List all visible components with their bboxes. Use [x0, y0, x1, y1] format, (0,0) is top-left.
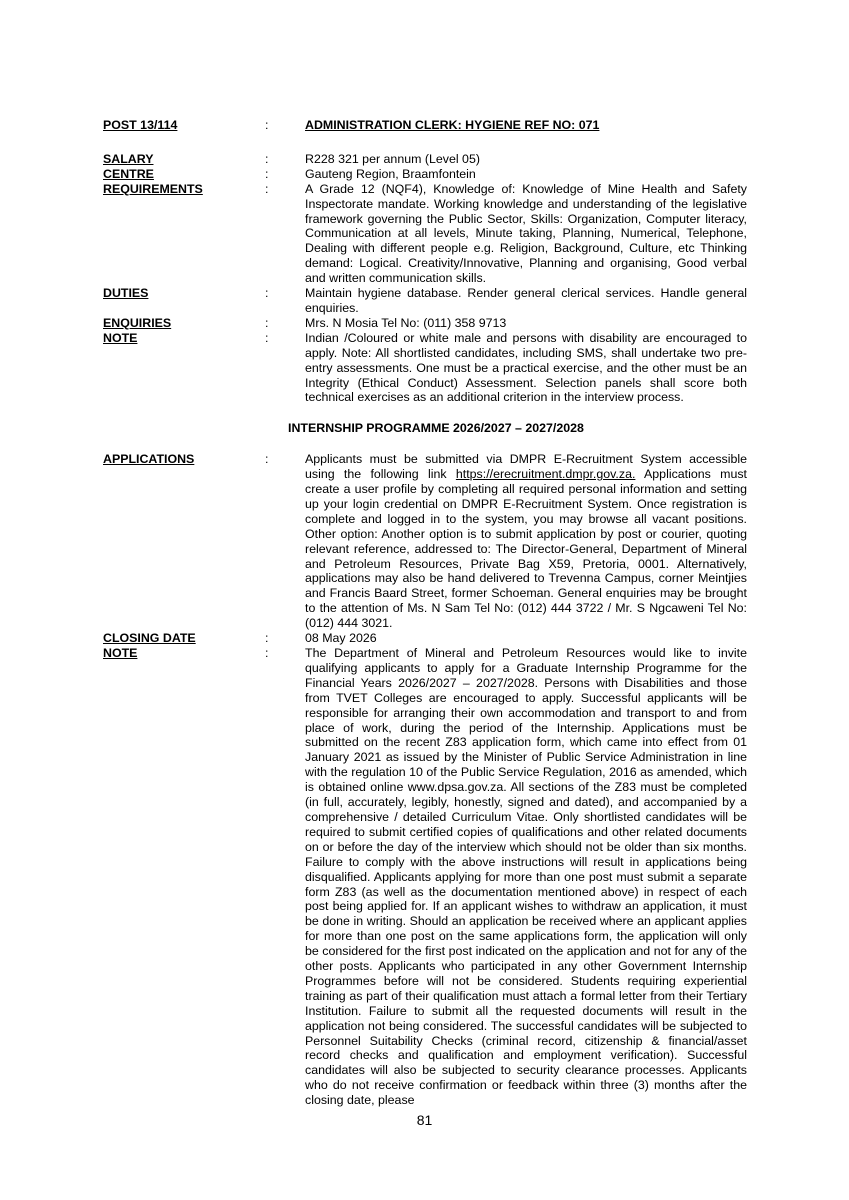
requirements-value: A Grade 12 (NQF4), Knowledge of: Knowledge of Mine Health and Safety Inspectorate mandate. Working knowledge and understanding of the legislative framework governing the Public Sector, Skills: Organization, Computer literacy, Communication at all levels, Minute taking, Planning, Numerical, Telephone, Dealing with different people e.g. Religion, Background, Culture, etc Thinking demand: Logical. Creativity/Innovative, Planning and organising, Good verbal and written communication skills.: [305, 181, 747, 286]
colon: :: [265, 286, 269, 301]
colon: :: [265, 118, 269, 132]
colon: :: [265, 452, 269, 467]
colon: :: [265, 330, 269, 345]
closing-date-row: [103, 631, 749, 646]
closing-date-value: 08 May 2026: [305, 631, 377, 646]
enquiries-row: [103, 316, 749, 331]
salary-label: SALARY: [103, 151, 154, 166]
applications-text-before: Applicants must be submitted via DMPR E-Recruitment System accessible using the following link: [305, 452, 747, 482]
applications-row: [103, 452, 749, 631]
requirements-label: REQUIREMENTS: [103, 181, 203, 196]
note-row: [103, 646, 749, 1108]
colon: :: [265, 631, 269, 646]
note-value: The Department of Mineral and Petroleum Resources would like to invite qualifying applicants to apply for a Graduate Internship Programme for the Financial Years 2026/2027 – 2027/2028. Persons with Disabilities and those from TVET Colleges are encouraged to apply. Successful applicants will be responsible for arranging their own accommodation and transport to and from place of work, during the period of the Internship. Applications must be submitted on the recent Z83 application form, which came into effect from 01 January 2021 as issued by the Minister of Public Service Administration in line with the regulation 10 of the Public Service Regulation, 2016 as amended, which is obtained online www.dpsa.gov.za. All sections of the Z83 must be completed (in full, accurately, legibly, honestly, signed and dated), and accompanied by a comprehensive / detailed Curriculum Vitae. Only shortlisted candidates will be required to submit certified copies of qualifications and other related documents on or before the day of the interview which should not be older than six months. Failure to comply with the above instructions will result in applications being disqualified. Applicants applying for more than one post must submit a separate form Z83 (as well as the documentation mentioned above) in respect of each post being applied for. If an applicant wishes to withdraw an application, it must be done in writing. Should an application be received where an applicant applies for more than one post on the same applications form, the application will only be considered for the first post indicated on the application and not for any of the other posts. Applicants who participated in any other Government Internship Programmes before will not be considered. Students requiring experiential training as part of their qualification must attach a formal letter from their Tertiary Institution. Failure to submit all the requested documents will result in the application not being considered. The successful candidates will be subjected to Personnel Suitability Checks (criminal record, citizenship & financial/asset record checks and qualification and employment verification). Successful candidates will also be subjected to security clearance processes. Applicants who do not receive confirmation or feedback within three (3) months after the closing date, please: [305, 646, 747, 1108]
closing-date-label: CLOSING DATE: [103, 631, 196, 646]
note-value: Indian /Coloured or white male and persons with disability are encouraged to apply. Note: All shortlisted candidates, including SMS, shall undertake two pre-entry assessments. One must be a practical exercise, and the other must be an Integrity (Ethical Conduct) Assessment. Selection panels shall score both technical exercises as an additional criterion in the interview process.: [305, 330, 747, 405]
colon: :: [265, 646, 269, 660]
salary-row: [103, 152, 749, 167]
note-label: NOTE: [103, 646, 138, 660]
centre-row: [103, 167, 749, 182]
salary-value: R228 321 per annum (Level 05): [305, 151, 480, 166]
centre-value: Gauteng Region, Braamfontein: [305, 166, 476, 181]
page-number: 81: [416, 1112, 433, 1128]
note-row: [103, 331, 749, 406]
applications-value: [305, 452, 747, 631]
colon: :: [265, 166, 269, 181]
applications-label: APPLICATIONS: [103, 452, 195, 467]
duties-label: DUTIES: [103, 286, 149, 301]
enquiries-label: ENQUIRIES: [103, 315, 172, 330]
erecruitment-link[interactable]: https://erecruitment.dmpr.gov.za.: [455, 467, 636, 482]
applications-text-after: Applications must create a user profile by completing all required personal information and setting up your login credential on DMPR E-Recruitment System. Once registration is complete and logged in to the system, you may browse all vacant positions. Other option: Another option is to submit application by post or courier, quoting relevant reference, addressed to: The Director-General, Department of Mineral and Petroleum Resources, Private Bag X59, Pretoria, 0001. Alternatively, applications may also be hand delivered to Trevenna Campus, corner Meintjies and Francis Baard Street, former Schoeman. General enquiries may be brought to the attention of Ms. N Sam Tel No: (012) 444 3722 / Mr. S Ngcaweni Tel No: (012) 444 3021.: [305, 467, 747, 631]
centre-label: CENTRE: [103, 166, 154, 181]
post-row: [103, 118, 749, 133]
duties-value: Maintain hygiene database. Render general clerical services. Handle general enquiries.: [305, 286, 747, 315]
colon: :: [265, 315, 269, 330]
post-title: ADMINISTRATION CLERK: HYGIENE REF NO: 071: [305, 118, 600, 132]
enquiries-value: Mrs. N Mosia Tel No: (011) 358 9713: [305, 315, 507, 330]
document-page: [103, 118, 749, 1108]
duties-row: [103, 286, 749, 316]
note-label: NOTE: [103, 330, 138, 345]
post-label: POST 13/114: [103, 118, 178, 132]
requirements-row: [103, 182, 749, 286]
colon: :: [265, 151, 269, 166]
internship-programme-heading: INTERNSHIP PROGRAMME 2026/2027 – 2027/2028: [288, 421, 584, 436]
colon: :: [265, 181, 269, 196]
